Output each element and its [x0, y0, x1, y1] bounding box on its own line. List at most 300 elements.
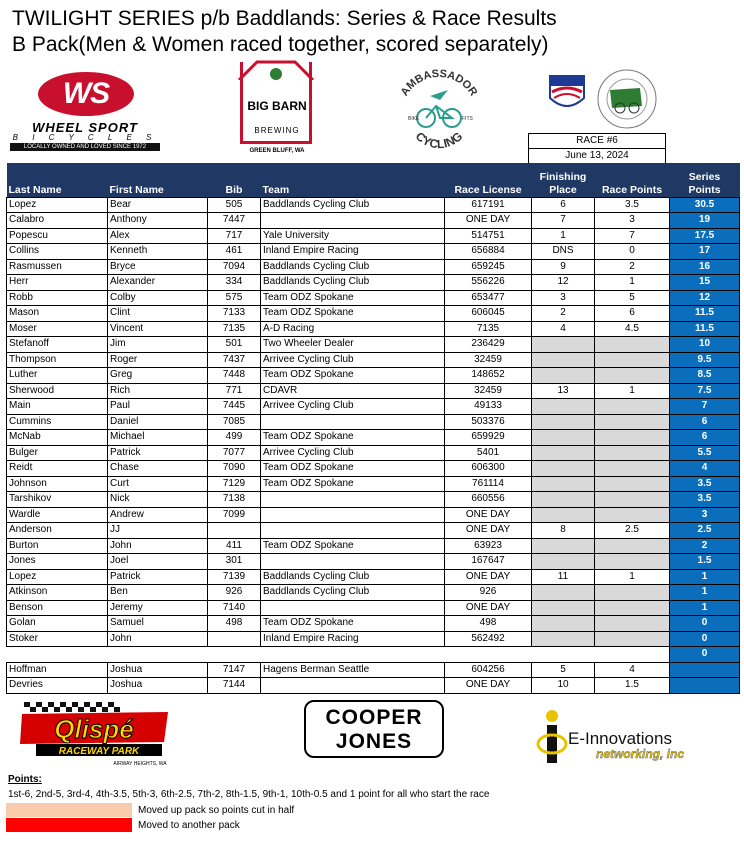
cell-license: 503376 [445, 414, 532, 430]
cell-rpoints [595, 616, 670, 632]
cell-rpoints: 1 [595, 275, 670, 291]
cell-spoints: 5.5 [670, 445, 740, 461]
cell-first: Chase [108, 461, 208, 477]
cell-bib [208, 523, 261, 539]
results-body [7, 197, 740, 693]
cell-last: Johnson [7, 476, 108, 492]
cell-bib: 505 [208, 197, 261, 213]
table-row [7, 321, 740, 337]
cell-spoints: 11.5 [670, 306, 740, 322]
cell-team: Arrivee Cycling Club [261, 445, 445, 461]
cell-last: Popescu [7, 228, 108, 244]
cell-place [532, 616, 595, 632]
cell-spoints: 17.5 [670, 228, 740, 244]
cell-spoints: 2.5 [670, 523, 740, 539]
cell-last: Thompson [7, 352, 108, 368]
cell-place [532, 538, 595, 554]
cell-last [7, 647, 108, 663]
cell-team: A-D Racing [261, 321, 445, 337]
table-row [7, 461, 740, 477]
cell-spoints: 15 [670, 275, 740, 291]
cell-spoints: 7.5 [670, 383, 740, 399]
cell-rpoints [595, 414, 670, 430]
cell-first: Kenneth [108, 244, 208, 260]
amb-bottom-text: CYCLING [412, 129, 466, 152]
cell-rpoints [595, 554, 670, 570]
cell-first: Nick [108, 492, 208, 508]
table-row [7, 445, 740, 461]
jones-text: JONES [335, 730, 413, 753]
col-team: Team [261, 163, 445, 197]
cell-last: Reidt [7, 461, 108, 477]
cell-bib [208, 647, 261, 663]
table-row [7, 585, 740, 601]
cell-first: Vincent [108, 321, 208, 337]
cell-first: John [108, 538, 208, 554]
cell-rpoints: 3 [595, 213, 670, 229]
cell-place [532, 647, 595, 663]
cell-first: Paul [108, 399, 208, 415]
ambassador-bike-icon [390, 66, 488, 156]
cell-place [532, 399, 595, 415]
cell-license: ONE DAY [445, 569, 532, 585]
cell-first [108, 647, 208, 663]
cell-spoints: 6 [670, 414, 740, 430]
cell-bib: 334 [208, 275, 261, 291]
cell-spoints: 3.5 [670, 476, 740, 492]
cell-spoints: 1.5 [670, 554, 740, 570]
cell-last: Lopez [7, 569, 108, 585]
cell-team: Inland Empire Racing [261, 244, 445, 260]
cell-first: Alexander [108, 275, 208, 291]
cell-rpoints [595, 647, 670, 663]
einn-name: E-Innovations [568, 729, 672, 748]
cell-spoints: 10 [670, 337, 740, 353]
cell-rpoints [595, 368, 670, 384]
cell-rpoints [595, 399, 670, 415]
cell-spoints [670, 678, 740, 694]
cell-last: Tarshikov [7, 492, 108, 508]
cooper-jones-logo [304, 700, 444, 758]
qlispe-location: AIRWAY HEIGHTS, WA [113, 761, 167, 767]
legend-swatch-moved-up [6, 803, 132, 817]
cell-bib: 7090 [208, 461, 261, 477]
cell-team: Arrivee Cycling Club [261, 352, 445, 368]
wsba-logo [596, 68, 658, 130]
cell-bib: 771 [208, 383, 261, 399]
cell-last: Sherwood [7, 383, 108, 399]
cell-spoints [670, 662, 740, 678]
cell-bib: 7144 [208, 678, 261, 694]
cell-place: 8 [532, 523, 595, 539]
table-row [7, 616, 740, 632]
cell-license: 606045 [445, 306, 532, 322]
table-row [7, 647, 740, 663]
table-row [7, 290, 740, 306]
cell-first: JJ [108, 523, 208, 539]
table-row [7, 368, 740, 384]
cell-bib: 461 [208, 244, 261, 260]
table-row [7, 600, 740, 616]
cell-spoints: 6 [670, 430, 740, 446]
cell-place [532, 492, 595, 508]
cell-bib: 7099 [208, 507, 261, 523]
cell-license: 761114 [445, 476, 532, 492]
cell-first: Joshua [108, 662, 208, 678]
cell-team: Team ODZ Spokane [261, 306, 445, 322]
cell-team: Baddlands Cycling Club [261, 275, 445, 291]
cell-bib: 717 [208, 228, 261, 244]
cell-team: Team ODZ Spokane [261, 368, 445, 384]
usa-cycling-logo [548, 74, 586, 114]
cell-last: Hoffman [7, 662, 108, 678]
cell-team: Team ODZ Spokane [261, 476, 445, 492]
results-table [6, 163, 740, 694]
cell-rpoints: 2 [595, 259, 670, 275]
race-number: RACE #6 [528, 133, 666, 149]
cell-team: Hagens Berman Seattle [261, 662, 445, 678]
cell-place [532, 461, 595, 477]
cell-place: 12 [532, 275, 595, 291]
cell-first: Colby [108, 290, 208, 306]
col-finishing-place: Finishing Place [532, 163, 595, 197]
cell-last: Anderson [7, 523, 108, 539]
ws-mark: WS [38, 72, 134, 116]
cell-bib: 7077 [208, 445, 261, 461]
cell-first: Roger [108, 352, 208, 368]
cell-spoints: 1 [670, 569, 740, 585]
cell-bib: 7133 [208, 306, 261, 322]
table-row [7, 244, 740, 260]
cell-team: Arrivee Cycling Club [261, 399, 445, 415]
cell-place: 6 [532, 197, 595, 213]
cell-place [532, 554, 595, 570]
cell-place: 13 [532, 383, 595, 399]
page-title: TWILIGHT SERIES p/b Baddlands: Series & Race Results [12, 7, 557, 30]
cell-license: 236429 [445, 337, 532, 353]
cell-rpoints: 5 [595, 290, 670, 306]
cell-spoints: 1 [670, 600, 740, 616]
table-row [7, 399, 740, 415]
cell-license: 514751 [445, 228, 532, 244]
cell-spoints: 3.5 [670, 492, 740, 508]
table-row [7, 492, 740, 508]
cell-place [532, 476, 595, 492]
qlispe-name: Qlispé [54, 714, 134, 744]
cell-place: 7 [532, 213, 595, 229]
cell-first: Patrick [108, 569, 208, 585]
table-row [7, 197, 740, 213]
cell-bib: 926 [208, 585, 261, 601]
cell-spoints: 16 [670, 259, 740, 275]
einn-sub: networking, inc [596, 747, 685, 761]
cell-rpoints [595, 337, 670, 353]
cell-place [532, 368, 595, 384]
cell-place [532, 585, 595, 601]
ws-tag: LOCALLY OWNED AND LOVED SINCE 1972 [10, 143, 160, 151]
cell-rpoints: 2.5 [595, 523, 670, 539]
qlispe-raceway-logo [18, 700, 173, 768]
cell-team: Inland Empire Racing [261, 631, 445, 647]
cell-spoints: 0 [670, 616, 740, 632]
cell-rpoints [595, 600, 670, 616]
cell-rpoints [595, 631, 670, 647]
cell-team [261, 554, 445, 570]
cell-spoints: 2 [670, 538, 740, 554]
cell-place: 9 [532, 259, 595, 275]
cell-license: 556226 [445, 275, 532, 291]
cell-license: 32459 [445, 352, 532, 368]
table-row [7, 414, 740, 430]
table-row [7, 306, 740, 322]
cell-last: Robb [7, 290, 108, 306]
cell-last: Golan [7, 616, 108, 632]
cell-bib: 501 [208, 337, 261, 353]
cell-first: Michael [108, 430, 208, 446]
cell-license: 148652 [445, 368, 532, 384]
cell-team: Baddlands Cycling Club [261, 197, 445, 213]
cell-bib: 7135 [208, 321, 261, 337]
cell-team: Baddlands Cycling Club [261, 585, 445, 601]
cell-last: Stefanoff [7, 337, 108, 353]
cell-first: Bryce [108, 259, 208, 275]
cell-license: ONE DAY [445, 523, 532, 539]
ambassador-cycling-logo [390, 66, 488, 156]
cell-first: Samuel [108, 616, 208, 632]
col-race-points: Race Points [595, 163, 670, 197]
table-row [7, 213, 740, 229]
svg-text:CYCLING [413, 129, 465, 151]
cell-license: 167647 [445, 554, 532, 570]
cell-team [261, 507, 445, 523]
cell-team: Baddlands Cycling Club [261, 569, 445, 585]
cell-team [261, 647, 445, 663]
cell-place: 2 [532, 306, 595, 322]
cell-last: Moser [7, 321, 108, 337]
cell-team: Team ODZ Spokane [261, 290, 445, 306]
cell-license: ONE DAY [445, 600, 532, 616]
legend-label-moved-pack: Moved to another pack [138, 820, 240, 831]
cell-license: 604256 [445, 662, 532, 678]
cell-team: Team ODZ Spokane [261, 616, 445, 632]
cell-bib: 7147 [208, 662, 261, 678]
col-race-license: Race License [445, 163, 532, 197]
cell-last: McNab [7, 430, 108, 446]
cell-spoints: 30.5 [670, 197, 740, 213]
big-barn-logo [238, 60, 316, 158]
cell-rpoints [595, 476, 670, 492]
table-row [7, 259, 740, 275]
cell-team: Team ODZ Spokane [261, 430, 445, 446]
cell-rpoints: 1.5 [595, 678, 670, 694]
cell-spoints: 12 [670, 290, 740, 306]
cell-place [532, 337, 595, 353]
cell-bib: 7447 [208, 213, 261, 229]
cell-first: Clint [108, 306, 208, 322]
cell-spoints: 19 [670, 213, 740, 229]
cell-license: 7135 [445, 321, 532, 337]
cell-team: Team ODZ Spokane [261, 538, 445, 554]
cell-first: Patrick [108, 445, 208, 461]
cell-bib: 499 [208, 430, 261, 446]
cell-bib: 7094 [208, 259, 261, 275]
cell-place: 4 [532, 321, 595, 337]
cell-bib: 411 [208, 538, 261, 554]
cell-last: Collins [7, 244, 108, 260]
cell-first: Ben [108, 585, 208, 601]
cooper-text: COOPER [325, 706, 423, 729]
cell-spoints: 0 [670, 647, 740, 663]
cell-last: Herr [7, 275, 108, 291]
table-row [7, 662, 740, 678]
cell-license: 498 [445, 616, 532, 632]
qlispe-sub: RACEWAY PARK [58, 746, 140, 757]
cell-rpoints [595, 538, 670, 554]
cell-team [261, 600, 445, 616]
cell-license: ONE DAY [445, 678, 532, 694]
cell-rpoints: 4 [595, 662, 670, 678]
race-info-box [528, 133, 666, 164]
cell-bib: 7085 [208, 414, 261, 430]
cell-spoints: 1 [670, 585, 740, 601]
cell-last: Lopez [7, 197, 108, 213]
table-row [7, 383, 740, 399]
cell-spoints: 8.5 [670, 368, 740, 384]
wheel-sport-logo [10, 70, 160, 152]
bb-location: GREEN BLUFF, WA [249, 148, 305, 154]
cell-rpoints: 1 [595, 383, 670, 399]
cell-team [261, 414, 445, 430]
bb-brewing: BREWING [254, 126, 300, 135]
cell-rpoints: 0 [595, 244, 670, 260]
cell-team: Two Wheeler Dealer [261, 337, 445, 353]
cell-spoints: 11.5 [670, 321, 740, 337]
cell-first: Rich [108, 383, 208, 399]
bb-name: BIG BARN [247, 99, 307, 113]
cell-last: Mason [7, 306, 108, 322]
cell-first: Joshua [108, 678, 208, 694]
cell-spoints: 4 [670, 461, 740, 477]
cell-bib: 7437 [208, 352, 261, 368]
cell-place [532, 445, 595, 461]
cell-first: Jim [108, 337, 208, 353]
barn-roof-icon [237, 60, 315, 80]
table-row [7, 538, 740, 554]
table-row [7, 554, 740, 570]
cell-rpoints [595, 461, 670, 477]
cell-team [261, 523, 445, 539]
table-row [7, 507, 740, 523]
cell-team [261, 492, 445, 508]
cell-place [532, 631, 595, 647]
cell-rpoints: 1 [595, 569, 670, 585]
cell-last: Jones [7, 554, 108, 570]
cell-rpoints [595, 492, 670, 508]
points-title: Points: [8, 774, 42, 785]
cell-rpoints: 6 [595, 306, 670, 322]
cell-first: Andrew [108, 507, 208, 523]
cell-rpoints [595, 352, 670, 368]
ws-sub: B I C Y C L E S [12, 133, 158, 142]
cell-license: 653477 [445, 290, 532, 306]
cell-first: Greg [108, 368, 208, 384]
cell-bib [208, 631, 261, 647]
cell-bib: 7140 [208, 600, 261, 616]
cell-place: 1 [532, 228, 595, 244]
table-row [7, 631, 740, 647]
cell-spoints: 3 [670, 507, 740, 523]
cell-place: 5 [532, 662, 595, 678]
table-row [7, 569, 740, 585]
cell-bib: 7139 [208, 569, 261, 585]
table-row [7, 228, 740, 244]
cell-license: 656884 [445, 244, 532, 260]
ws-name: WHEEL SPORT [32, 120, 138, 135]
cell-team: Baddlands Cycling Club [261, 259, 445, 275]
cell-last: Atkinson [7, 585, 108, 601]
table-row [7, 275, 740, 291]
e-innovations-logo [536, 708, 711, 770]
cell-license: 617191 [445, 197, 532, 213]
legend-swatch-moved-pack [6, 818, 132, 832]
cell-license: 562492 [445, 631, 532, 647]
cell-first: John [108, 631, 208, 647]
cell-license: 32459 [445, 383, 532, 399]
cell-team [261, 678, 445, 694]
table-row [7, 430, 740, 446]
cell-rpoints: 7 [595, 228, 670, 244]
points-description: 1st-6, 2nd-5, 3rd-4, 4th-3.5, 5th-3, 6th-2.5, 7th-2, 8th-1.5, 9th-1, 10th-0.5 and 1 point for all who start the race [8, 789, 490, 800]
cell-last: Cummins [7, 414, 108, 430]
cell-place: 11 [532, 569, 595, 585]
cell-place [532, 507, 595, 523]
cell-bib: 301 [208, 554, 261, 570]
cell-spoints: 7 [670, 399, 740, 415]
cell-last: Bulger [7, 445, 108, 461]
cell-license: 606300 [445, 461, 532, 477]
cell-team: Yale University [261, 228, 445, 244]
cell-first: Anthony [108, 213, 208, 229]
cell-license: 926 [445, 585, 532, 601]
cell-license: 49133 [445, 399, 532, 415]
cell-first: Bear [108, 197, 208, 213]
cell-last: Rasmussen [7, 259, 108, 275]
qlispe-checkered-flag-icon [18, 700, 173, 768]
amb-right-text: FITS [462, 116, 473, 122]
cell-bib: 7129 [208, 476, 261, 492]
cell-place: 3 [532, 290, 595, 306]
table-row [7, 523, 740, 539]
table-row [7, 476, 740, 492]
cell-rpoints: 4.5 [595, 321, 670, 337]
cell-last: Calabro [7, 213, 108, 229]
cell-place [532, 600, 595, 616]
cell-bib: 498 [208, 616, 261, 632]
cell-bib: 7138 [208, 492, 261, 508]
race-date: June 13, 2024 [528, 149, 666, 164]
cell-last: Main [7, 399, 108, 415]
cell-last: Stoker [7, 631, 108, 647]
cell-first: Curt [108, 476, 208, 492]
cell-rpoints: 3.5 [595, 197, 670, 213]
cell-first: Alex [108, 228, 208, 244]
amb-left-text: BIKE [408, 116, 420, 122]
cell-license: 660556 [445, 492, 532, 508]
col-last-name: Last Name [7, 163, 108, 197]
page-subtitle: B Pack(Men & Women raced together, scored separately) [12, 33, 549, 56]
e-innovations-i-icon [536, 708, 711, 770]
wsba-seal-icon [596, 68, 658, 130]
